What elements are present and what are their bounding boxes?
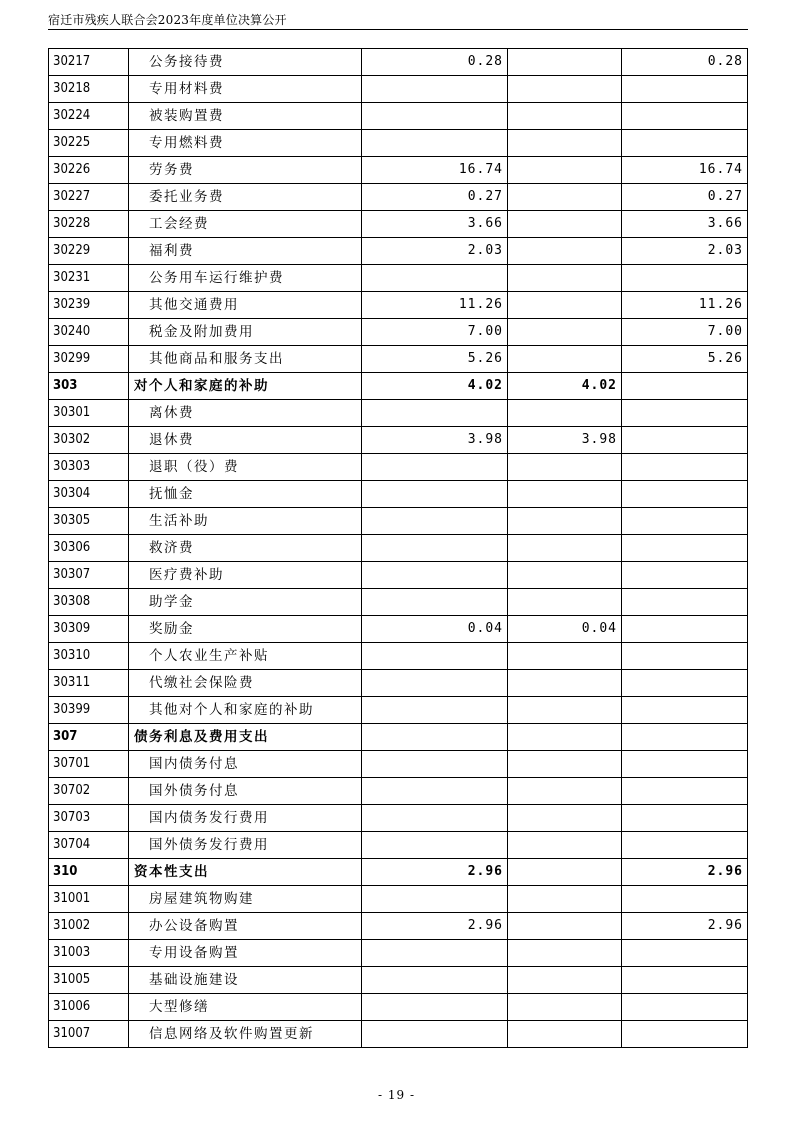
basic-expenditure-cell [508, 940, 622, 967]
table-row [49, 913, 748, 940]
table-row [49, 481, 748, 508]
total-cell [362, 643, 508, 670]
code-cell: 30311 [49, 670, 129, 697]
name-cell: 救济费 [129, 535, 362, 562]
basic-expenditure-cell [508, 76, 622, 103]
project-expenditure-cell [622, 76, 748, 103]
total-cell [362, 1021, 508, 1048]
name-cell: 抚恤金 [129, 481, 362, 508]
name-cell: 专用材料费 [129, 76, 362, 103]
code-cell: 30305 [49, 508, 129, 535]
total-cell [362, 778, 508, 805]
basic-expenditure-cell [508, 157, 622, 184]
name-cell: 资本性支出 [129, 859, 362, 886]
total-cell: 3.66 [362, 211, 508, 238]
table-row [49, 589, 748, 616]
name-cell: 退职（役）费 [129, 454, 362, 481]
category-row [49, 373, 748, 400]
total-cell [362, 508, 508, 535]
table-row [49, 967, 748, 994]
code-cell: 31007 [49, 1021, 129, 1048]
project-expenditure-cell [622, 886, 748, 913]
table-row [49, 319, 748, 346]
name-cell: 个人农业生产补贴 [129, 643, 362, 670]
basic-expenditure-cell [508, 184, 622, 211]
name-cell: 工会经费 [129, 211, 362, 238]
code-cell: 30310 [49, 643, 129, 670]
code-cell: 30218 [49, 76, 129, 103]
code-cell: 30239 [49, 292, 129, 319]
project-expenditure-cell: 0.28 [622, 49, 748, 76]
name-cell: 其他对个人和家庭的补助 [129, 697, 362, 724]
total-cell [362, 454, 508, 481]
code-cell: 31003 [49, 940, 129, 967]
name-cell: 基础设施建设 [129, 967, 362, 994]
project-expenditure-cell: 16.74 [622, 157, 748, 184]
code-cell: 31001 [49, 886, 129, 913]
name-cell: 被装购置费 [129, 103, 362, 130]
basic-expenditure-cell [508, 508, 622, 535]
total-cell [362, 994, 508, 1021]
table-row [49, 400, 748, 427]
project-expenditure-cell [622, 832, 748, 859]
table-row [49, 292, 748, 319]
total-cell [362, 562, 508, 589]
code-cell: 30701 [49, 751, 129, 778]
total-cell [362, 589, 508, 616]
basic-expenditure-cell [508, 454, 622, 481]
project-expenditure-cell [622, 967, 748, 994]
code-cell: 30302 [49, 427, 129, 454]
code-cell: 30399 [49, 697, 129, 724]
name-cell: 退休费 [129, 427, 362, 454]
code-cell: 310 [49, 859, 129, 886]
project-expenditure-cell: 2.03 [622, 238, 748, 265]
basic-expenditure-cell [508, 1021, 622, 1048]
project-expenditure-cell [622, 562, 748, 589]
code-cell: 30240 [49, 319, 129, 346]
name-cell: 公务接待费 [129, 49, 362, 76]
project-expenditure-cell [622, 724, 748, 751]
code-cell: 30306 [49, 535, 129, 562]
basic-expenditure-cell [508, 643, 622, 670]
total-cell [362, 535, 508, 562]
project-expenditure-cell: 2.96 [622, 859, 748, 886]
project-expenditure-cell [622, 616, 748, 643]
basic-expenditure-cell [508, 994, 622, 1021]
basic-expenditure-cell [508, 292, 622, 319]
total-cell: 0.04 [362, 616, 508, 643]
total-cell [362, 832, 508, 859]
project-expenditure-cell [622, 400, 748, 427]
basic-expenditure-cell [508, 832, 622, 859]
name-cell: 离休费 [129, 400, 362, 427]
code-cell: 30703 [49, 805, 129, 832]
basic-expenditure-cell [508, 535, 622, 562]
category-row [49, 724, 748, 751]
code-cell: 30307 [49, 562, 129, 589]
name-cell: 其他商品和服务支出 [129, 346, 362, 373]
table-row [49, 454, 748, 481]
code-cell: 31006 [49, 994, 129, 1021]
project-expenditure-cell [622, 751, 748, 778]
name-cell: 专用燃料费 [129, 130, 362, 157]
code-cell: 30303 [49, 454, 129, 481]
table-row [49, 562, 748, 589]
basic-expenditure-cell [508, 562, 622, 589]
code-cell: 30304 [49, 481, 129, 508]
basic-expenditure-cell [508, 103, 622, 130]
name-cell: 对个人和家庭的补助 [129, 373, 362, 400]
basic-expenditure-cell [508, 346, 622, 373]
basic-expenditure-cell [508, 238, 622, 265]
code-cell: 30704 [49, 832, 129, 859]
total-cell [362, 400, 508, 427]
table-row [49, 427, 748, 454]
code-cell: 30225 [49, 130, 129, 157]
basic-expenditure-cell [508, 886, 622, 913]
total-cell [362, 967, 508, 994]
total-cell: 16.74 [362, 157, 508, 184]
project-expenditure-cell [622, 130, 748, 157]
basic-expenditure-cell [508, 589, 622, 616]
basic-expenditure-cell [508, 49, 622, 76]
code-cell: 30702 [49, 778, 129, 805]
name-cell: 福利费 [129, 238, 362, 265]
table-row [49, 157, 748, 184]
code-cell: 30217 [49, 49, 129, 76]
table-row [49, 940, 748, 967]
basic-expenditure-cell [508, 913, 622, 940]
project-expenditure-cell [622, 940, 748, 967]
code-cell: 30226 [49, 157, 129, 184]
total-cell [362, 751, 508, 778]
total-cell [362, 130, 508, 157]
table-row [49, 643, 748, 670]
name-cell: 委托业务费 [129, 184, 362, 211]
project-expenditure-cell [622, 103, 748, 130]
name-cell: 代缴社会保险费 [129, 670, 362, 697]
code-cell: 307 [49, 724, 129, 751]
table-row [49, 994, 748, 1021]
name-cell: 国内债务发行费用 [129, 805, 362, 832]
basic-expenditure-cell: 0.04 [508, 616, 622, 643]
table-row [49, 49, 748, 76]
code-cell: 30224 [49, 103, 129, 130]
total-cell: 4.02 [362, 373, 508, 400]
table-row [49, 1021, 748, 1048]
table-row [49, 238, 748, 265]
table-row [49, 211, 748, 238]
project-expenditure-cell [622, 454, 748, 481]
total-cell [362, 481, 508, 508]
project-expenditure-cell: 7.00 [622, 319, 748, 346]
name-cell: 大型修缮 [129, 994, 362, 1021]
basic-expenditure-cell: 3.98 [508, 427, 622, 454]
table-row [49, 832, 748, 859]
name-cell: 债务利息及费用支出 [129, 724, 362, 751]
table-body [49, 49, 748, 1048]
basic-expenditure-cell [508, 319, 622, 346]
code-cell: 30308 [49, 589, 129, 616]
code-cell: 303 [49, 373, 129, 400]
project-expenditure-cell [622, 427, 748, 454]
name-cell: 生活补助 [129, 508, 362, 535]
table-row [49, 103, 748, 130]
project-expenditure-cell [622, 481, 748, 508]
name-cell: 税金及附加费用 [129, 319, 362, 346]
basic-expenditure-cell [508, 670, 622, 697]
name-cell: 国内债务付息 [129, 751, 362, 778]
table-row [49, 265, 748, 292]
total-cell [362, 670, 508, 697]
total-cell [362, 103, 508, 130]
project-expenditure-cell [622, 670, 748, 697]
table-row [49, 778, 748, 805]
project-expenditure-cell [622, 643, 748, 670]
project-expenditure-cell [622, 508, 748, 535]
total-cell [362, 940, 508, 967]
basic-expenditure-cell [508, 859, 622, 886]
total-cell: 2.03 [362, 238, 508, 265]
code-cell: 30227 [49, 184, 129, 211]
total-cell: 2.96 [362, 859, 508, 886]
name-cell: 办公设备购置 [129, 913, 362, 940]
table-row [49, 76, 748, 103]
basic-expenditure-cell [508, 778, 622, 805]
basic-expenditure-cell [508, 265, 622, 292]
total-cell [362, 724, 508, 751]
project-expenditure-cell: 3.66 [622, 211, 748, 238]
name-cell: 房屋建筑物购建 [129, 886, 362, 913]
total-cell: 3.98 [362, 427, 508, 454]
project-expenditure-cell [622, 805, 748, 832]
table-row [49, 130, 748, 157]
table-row [49, 670, 748, 697]
table-row [49, 805, 748, 832]
table-row [49, 616, 748, 643]
code-cell: 31002 [49, 913, 129, 940]
basic-expenditure-cell [508, 751, 622, 778]
name-cell: 公务用车运行维护费 [129, 265, 362, 292]
total-cell: 5.26 [362, 346, 508, 373]
project-expenditure-cell: 5.26 [622, 346, 748, 373]
total-cell [362, 805, 508, 832]
basic-expenditure-cell [508, 130, 622, 157]
project-expenditure-cell [622, 373, 748, 400]
name-cell: 信息网络及软件购置更新 [129, 1021, 362, 1048]
name-cell: 奖励金 [129, 616, 362, 643]
project-expenditure-cell [622, 697, 748, 724]
expenditure-table [48, 48, 748, 1048]
basic-expenditure-cell [508, 211, 622, 238]
table-row [49, 346, 748, 373]
name-cell: 国外债务付息 [129, 778, 362, 805]
project-expenditure-cell: 11.26 [622, 292, 748, 319]
name-cell: 专用设备购置 [129, 940, 362, 967]
project-expenditure-cell [622, 535, 748, 562]
table-row [49, 886, 748, 913]
project-expenditure-cell [622, 589, 748, 616]
table-row [49, 535, 748, 562]
project-expenditure-cell: 2.96 [622, 913, 748, 940]
basic-expenditure-cell: 4.02 [508, 373, 622, 400]
total-cell [362, 697, 508, 724]
table-row [49, 697, 748, 724]
code-cell: 30231 [49, 265, 129, 292]
code-cell: 30309 [49, 616, 129, 643]
name-cell: 劳务费 [129, 157, 362, 184]
total-cell: 0.27 [362, 184, 508, 211]
name-cell: 助学金 [129, 589, 362, 616]
name-cell: 医疗费补助 [129, 562, 362, 589]
code-cell: 30228 [49, 211, 129, 238]
page-header [48, 9, 748, 30]
total-cell: 7.00 [362, 319, 508, 346]
name-cell: 其他交通费用 [129, 292, 362, 319]
total-cell: 11.26 [362, 292, 508, 319]
code-cell: 31005 [49, 967, 129, 994]
basic-expenditure-cell [508, 967, 622, 994]
basic-expenditure-cell [508, 400, 622, 427]
total-cell [362, 76, 508, 103]
code-cell: 30301 [49, 400, 129, 427]
basic-expenditure-cell [508, 481, 622, 508]
basic-expenditure-cell [508, 805, 622, 832]
name-cell: 国外债务发行费用 [129, 832, 362, 859]
project-expenditure-cell: 0.27 [622, 184, 748, 211]
total-cell [362, 265, 508, 292]
total-cell: 0.28 [362, 49, 508, 76]
project-expenditure-cell [622, 778, 748, 805]
code-cell: 30299 [49, 346, 129, 373]
total-cell [362, 886, 508, 913]
project-expenditure-cell [622, 1021, 748, 1048]
table-row [49, 184, 748, 211]
code-cell: 30229 [49, 238, 129, 265]
total-cell: 2.96 [362, 913, 508, 940]
project-expenditure-cell [622, 994, 748, 1021]
document-title: 宿迁市残疾人联合会2023年度单位决算公开 [48, 13, 287, 27]
project-expenditure-cell [622, 265, 748, 292]
table-row [49, 508, 748, 535]
page-number: - 19 - [377, 1088, 415, 1102]
basic-expenditure-cell [508, 697, 622, 724]
table-row [49, 751, 748, 778]
basic-expenditure-cell [508, 724, 622, 751]
category-row [49, 859, 748, 886]
